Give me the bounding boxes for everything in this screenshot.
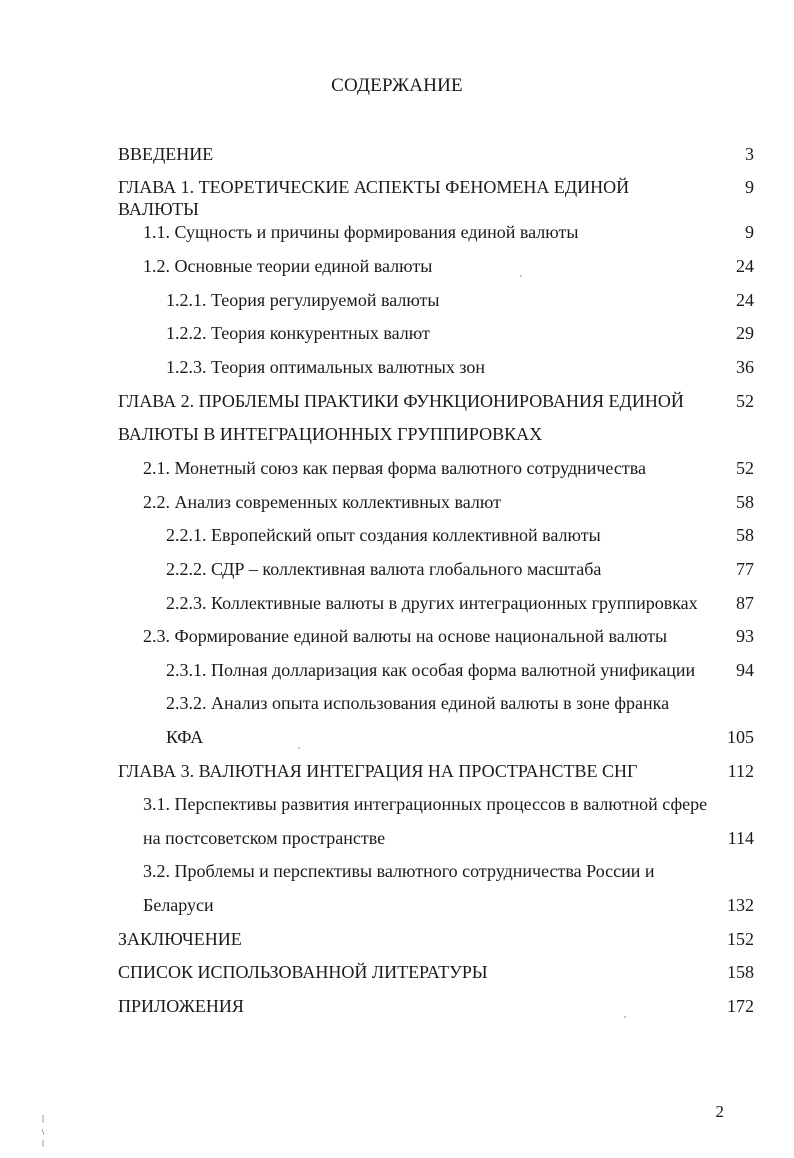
toc-entry-page: 58 [736,525,754,545]
page-number: 2 [715,1102,724,1121]
toc-entry-chapter-1-continued [118,198,199,220]
toc-entry-title: 2.2.1. Европейский опыт создания коллективной валюты [166,525,601,545]
toc-entry-section-1-2-2 [166,322,430,344]
toc-entry-page: 87 [736,593,754,613]
toc-entry-section-1-2-3 [166,356,485,378]
toc-entry-title: ПРИЛОЖЕНИЯ [118,996,244,1016]
toc-entry-section-1-2-1 [166,289,440,311]
margin-scan-mark [40,1113,44,1149]
scan-speck [520,275,522,277]
toc-entry-page: 132 [727,895,754,915]
toc-entry-title: 1.1. Сущность и причины формирования единой валюты [143,222,579,242]
toc-entry-page: 29 [736,323,754,343]
toc-entry-title-continued: на постсоветском пространстве [143,828,386,848]
toc-entry-section-2-3-2-continued [166,726,203,748]
toc-entry-appendices [118,995,244,1017]
toc-entry-title: 3.1. Перспективы развития интеграционных процессов в валютной сфере [143,794,708,814]
toc-entry-page: 9 [745,222,754,242]
toc-entry-chapter-2 [118,390,684,412]
toc-entry-title-continued: ВАЛЮТЫ В ИНТЕГРАЦИОННЫХ ГРУППИРОВКАХ [118,424,543,444]
toc-entry-section-1-1 [143,221,578,243]
toc-entry-section-2-1 [143,457,646,479]
toc-entry-title-continued: КФА [166,727,204,747]
toc-entry-section-2-2-2 [166,558,601,580]
toc-entry-page: 36 [736,357,754,377]
toc-entry-section-3-1-continued [143,827,385,849]
toc-entry-section-2-2 [143,491,501,513]
toc-entry-page: 77 [736,559,754,579]
scan-speck [624,1016,626,1018]
toc-entry-title: 2.1. Монетный союз как первая форма валютного сотрудничества [143,458,646,478]
toc-entry-title: ЗАКЛЮЧЕНИЕ [118,929,242,949]
toc-entry-page: 152 [727,929,754,949]
toc-entry-title: 1.2.3. Теория оптимальных валютных зон [166,357,486,377]
toc-entry-title: 2.2.3. Коллективные валюты в других интеграционных группировках [166,593,698,613]
toc-entry-title-continued: ВАЛЮТЫ [118,199,199,219]
toc-entry-section-3-2-continued [143,894,214,916]
toc-entry-title: 2.3.2. Анализ опыта использования единой валюты в зоне франка [166,693,670,713]
toc-entry-chapter-2-continued [118,423,542,445]
toc-entry-page: 52 [736,391,754,411]
toc-entry-page: 105 [727,727,754,747]
toc-entry-page: 9 [745,177,754,197]
toc-entry-title: СПИСОК ИСПОЛЬЗОВАННОЙ ЛИТЕРАТУРЫ [118,962,488,982]
toc-entry-page: 24 [736,290,754,310]
toc-entry-title: 2.2. Анализ современных коллективных валют [143,492,501,512]
toc-entry-conclusion [118,928,242,950]
toc-entry-page: 94 [736,660,754,680]
toc-entry-page: 93 [736,626,754,646]
toc-entry-title: 1.2.2. Теория конкурентных валют [166,323,430,343]
toc-entry-title: 3.2. Проблемы и перспективы валютного сотрудничества России и [143,861,655,881]
toc-entry-page: 24 [736,256,754,276]
toc-entry-section-3-1 [143,793,707,815]
toc-entry-title: 2.2.2. СДР – коллективная валюта глобального масштаба [166,559,602,579]
toc-entry-page: 158 [727,962,754,982]
toc-entry-page: 52 [736,458,754,478]
toc-entry-section-2-3-1 [166,659,695,681]
toc-entry-chapter-3 [118,760,637,782]
margin-scan-mark-glyph [40,1113,46,1149]
toc-entry-title: 2.3.1. Полная долларизация как особая форма валютной унификации [166,660,696,680]
toc-entry-title: ГЛАВА 2. ПРОБЛЕМЫ ПРАКТИКИ ФУНКЦИОНИРОВАНИЯ ЕДИНОЙ [118,391,684,411]
toc-entry-title: ВВЕДЕНИЕ [118,144,214,164]
toc-entry-page: 112 [727,761,754,781]
toc-entry-section-2-3-2 [166,692,669,714]
toc-entry-section-3-2 [143,860,655,882]
toc-entry-chapter-1 [118,176,629,198]
toc-entry-title: ГЛАВА 3. ВАЛЮТНАЯ ИНТЕГРАЦИЯ НА ПРОСТРАНСТВЕ СНГ [118,761,638,781]
toc-entry-page: 3 [745,144,754,164]
toc-entry-page: 172 [727,996,754,1016]
toc-entry-introduction [118,143,213,165]
scan-speck [298,747,300,749]
toc-entry-section-2-3 [143,625,667,647]
toc-entry-page: 58 [736,492,754,512]
page-title: СОДЕРЖАНИЕ [331,75,463,96]
toc-entry-title-continued: Беларуси [143,895,214,915]
toc-entry-title: 1.2. Основные теории единой валюты [143,256,433,276]
toc-entry-title: 1.2.1. Теория регулируемой валюты [166,290,440,310]
toc-entry-section-2-2-3 [166,592,698,614]
toc-entry-title: 2.3. Формирование единой валюты на основе национальной валюты [143,626,668,646]
toc-entry-page: 114 [727,828,754,848]
toc-entry-title: ГЛАВА 1. ТЕОРЕТИЧЕСКИЕ АСПЕКТЫ ФЕНОМЕНА ЕДИНОЙ [118,177,630,197]
toc-entry-section-1-2 [143,255,432,277]
toc-entry-section-2-2-1 [166,524,601,546]
toc-entry-bibliography [118,961,488,983]
